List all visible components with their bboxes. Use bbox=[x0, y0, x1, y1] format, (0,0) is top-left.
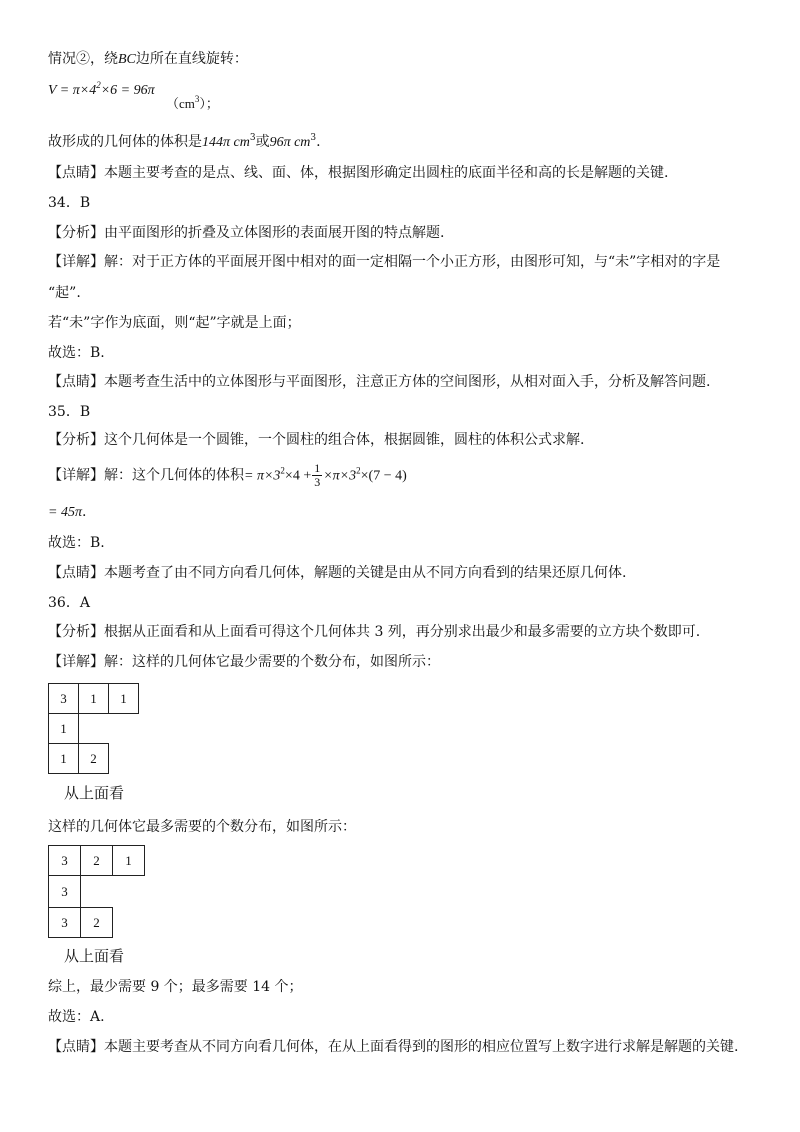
formula-part: ×6 = 96π bbox=[100, 83, 155, 98]
line-text: 解：对于正方体的平面展开图中相对的面一定相隔一个小正方形，由图形可知，与“未”字相对的字是 bbox=[104, 254, 721, 270]
section-tag: 【分析】 bbox=[48, 624, 104, 640]
line-text: 若“未”字作为底面，则“起”字就是上面； bbox=[48, 315, 301, 331]
formula-part: ×π×3 bbox=[323, 468, 357, 484]
grid-caption: 从上面看 bbox=[64, 784, 125, 802]
section-tag: 【点睛】 bbox=[48, 565, 104, 581]
exponent: 3 bbox=[310, 133, 317, 143]
line-text: 这个几何体是一个圆锥，一个圆柱的组合体，根据圆锥，圆柱的体积公式求解. bbox=[104, 432, 585, 448]
section-tag: 【详解】 bbox=[48, 254, 104, 270]
text-line bbox=[48, 1038, 738, 1056]
line-text: 或 bbox=[255, 134, 270, 150]
line-text: 由平面图形的折叠及立体图形的表面展开图的特点解题. bbox=[104, 225, 445, 241]
text-line bbox=[48, 534, 105, 552]
grid-cell: 3 bbox=[48, 907, 81, 938]
text-line bbox=[48, 1008, 105, 1026]
text-line bbox=[48, 164, 668, 182]
section-tag: 【详解】 bbox=[48, 654, 104, 670]
grid-caption: 从上面看 bbox=[64, 947, 125, 965]
question-number bbox=[48, 594, 90, 612]
grid-cell: 1 bbox=[108, 683, 139, 714]
numerator: 1 bbox=[314, 461, 321, 475]
text-line bbox=[48, 503, 86, 522]
grid-cell: 1 bbox=[112, 845, 145, 876]
text-line bbox=[48, 564, 626, 582]
section-tag: 【点睛】 bbox=[48, 1039, 104, 1055]
line-text: 35．B bbox=[48, 404, 91, 420]
section-tag: 【点睛】 bbox=[48, 165, 104, 181]
denominator: 3 bbox=[314, 475, 321, 489]
line-text: 情况②，绕 bbox=[48, 51, 118, 67]
line-text: 根据从正面看和从上面看可得这个几何体共 3 列，再分别求出最少和最多需要的立方块个数即可. bbox=[104, 624, 701, 640]
line-text: 36．A bbox=[48, 595, 90, 611]
line-text: 故形成的几何体的体积是 bbox=[48, 134, 202, 150]
text-line bbox=[48, 253, 720, 271]
paren: （ bbox=[166, 96, 180, 111]
question-number bbox=[48, 194, 90, 212]
text-line bbox=[48, 818, 356, 836]
line-text: 这样的几何体它最多需要的个数分布，如图所示： bbox=[48, 819, 356, 835]
line-text: 故选：A. bbox=[48, 1009, 105, 1025]
formula-part: = π×3 bbox=[244, 468, 281, 484]
exponent: 3 bbox=[249, 133, 256, 143]
paren: ） bbox=[199, 96, 206, 111]
text-line bbox=[48, 133, 321, 152]
grid-cell: 3 bbox=[48, 875, 81, 908]
text-line bbox=[48, 284, 81, 302]
formula-part: ×4 + bbox=[284, 468, 312, 484]
text-line bbox=[48, 224, 444, 242]
grid-cell: 2 bbox=[80, 907, 113, 938]
text-line bbox=[48, 50, 248, 69]
formula-part: V = π×4 bbox=[48, 83, 97, 98]
line-text: 故选：B. bbox=[48, 345, 105, 361]
line-text: 边所在直线旋转： bbox=[135, 51, 248, 67]
exponent: 2 bbox=[356, 465, 361, 476]
exponent: 2 bbox=[96, 80, 101, 90]
unit-cm3 bbox=[166, 93, 219, 112]
text-line bbox=[48, 978, 303, 996]
grid-cell: 3 bbox=[48, 683, 79, 714]
grid-cell: 1 bbox=[48, 713, 79, 744]
punctuation: ； bbox=[205, 96, 219, 111]
section-tag: 【详解】 bbox=[48, 467, 104, 484]
text-line bbox=[48, 314, 301, 332]
grid-cell: 3 bbox=[48, 845, 81, 876]
line-text: 综上，最少需要 9 个；最多需要 14 个； bbox=[48, 979, 303, 995]
exponent: 3 bbox=[194, 94, 200, 104]
line-text: 本题主要考查的是点、线、面、体，根据图形确定出圆柱的底面半径和高的长是解题的关键. bbox=[104, 165, 669, 181]
line-text: 34．B bbox=[48, 195, 91, 211]
line-text: 本题考查了由不同方向看几何体，解题的关键是由从不同方向看到的结果还原几何体. bbox=[104, 565, 627, 581]
line-text: “起”. bbox=[48, 285, 81, 301]
question-number bbox=[48, 403, 90, 421]
grid-cell: 1 bbox=[48, 743, 79, 774]
volume-formula bbox=[48, 82, 155, 100]
section-tag: 【点睛】 bbox=[48, 374, 104, 390]
section-tag: 【分析】 bbox=[48, 225, 104, 241]
line-text: 故选：B. bbox=[48, 535, 105, 551]
text-line bbox=[48, 431, 584, 449]
line-text: 本题考查生活中的立体图形与平面图形，注意正方体的空间图形，从相对面入手，分析及解答问题. bbox=[104, 374, 711, 390]
formula-part: = 45π bbox=[48, 505, 82, 520]
punctuation: . bbox=[81, 504, 87, 520]
text-line bbox=[48, 373, 710, 391]
math-variable: BC bbox=[118, 52, 136, 67]
line-text: 解：这个几何体的体积 bbox=[104, 467, 244, 484]
text-line bbox=[48, 344, 105, 362]
section-tag: 【分析】 bbox=[48, 432, 104, 448]
formula-part: ×(7 − 4) bbox=[360, 468, 407, 484]
text-line bbox=[48, 653, 440, 671]
line-text: 本题主要考查从不同方向看几何体，在从上面看得到的图形的相应位置写上数字进行求解是解题的关键. bbox=[104, 1039, 739, 1055]
grid-cell: 2 bbox=[78, 743, 109, 774]
punctuation: . bbox=[316, 134, 321, 150]
line-text: 解：这样的几何体它最少需要的个数分布，如图所示： bbox=[104, 654, 440, 670]
exponent: 2 bbox=[280, 465, 285, 476]
grid-cell: 1 bbox=[78, 683, 109, 714]
text-line bbox=[48, 623, 700, 641]
grid-cell: 2 bbox=[80, 845, 113, 876]
math-value: 96π cm bbox=[269, 135, 311, 150]
volume-calculation bbox=[48, 462, 407, 489]
fraction-one-third bbox=[312, 462, 322, 489]
unit-text: cm bbox=[179, 96, 195, 111]
math-value: 144π cm bbox=[202, 135, 250, 150]
